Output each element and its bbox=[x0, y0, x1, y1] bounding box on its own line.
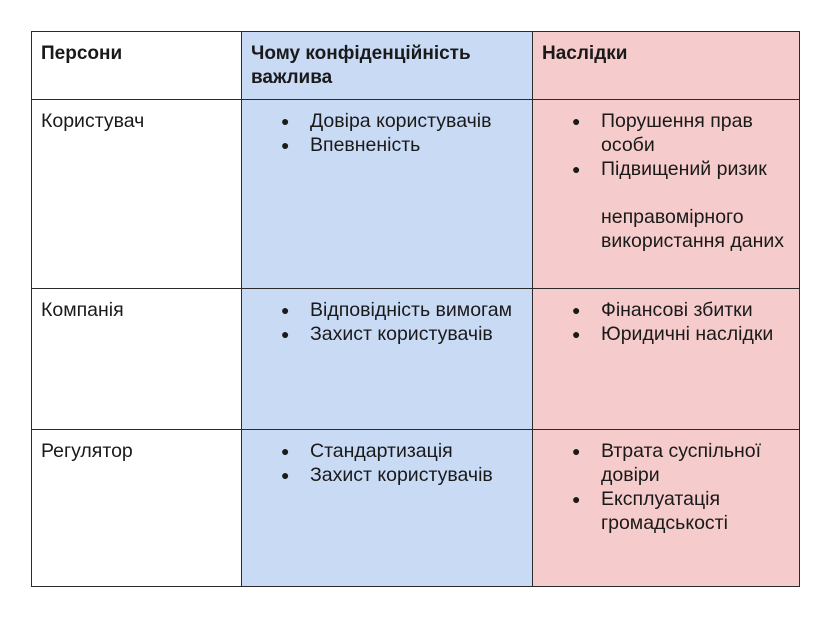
why-list bbox=[251, 109, 523, 157]
list-item: ● Захист користувачів bbox=[251, 322, 523, 346]
list-item: ● Впевненість bbox=[251, 133, 523, 157]
why-cell bbox=[242, 430, 533, 587]
consequences-cell bbox=[533, 289, 800, 430]
consequences-list bbox=[542, 298, 790, 346]
consequences-list bbox=[542, 109, 790, 253]
table-row bbox=[32, 289, 800, 430]
list-item: ● Відповідність вимогам bbox=[251, 298, 523, 322]
why-list bbox=[251, 439, 523, 487]
list-item: ● Фінансові збитки bbox=[542, 298, 790, 322]
privacy-table bbox=[31, 31, 800, 587]
list-item: ● Порушення прав особи bbox=[542, 109, 790, 157]
list-item: ● Довіра користувачів bbox=[251, 109, 523, 133]
header-personas: Персони bbox=[32, 32, 242, 100]
header-why-privacy-matters: Чому конфіденційність важлива bbox=[242, 32, 533, 100]
header-consequences: Наслідки bbox=[533, 32, 800, 100]
consequences-cell bbox=[533, 430, 800, 587]
persona-cell: Компанія bbox=[32, 289, 242, 430]
table-row bbox=[32, 430, 800, 587]
list-item: ● Захист користувачів bbox=[251, 463, 523, 487]
list-item: ● Юридичні наслідки bbox=[542, 322, 790, 346]
why-cell bbox=[242, 100, 533, 289]
consequences-list bbox=[542, 439, 790, 535]
persona-cell: Регулятор bbox=[32, 430, 242, 587]
consequences-cell bbox=[533, 100, 800, 289]
list-item: ● Підвищений ризик неправомірного використання даних bbox=[542, 157, 790, 253]
list-item: ● Втрата суспільної довіри bbox=[542, 439, 790, 487]
table-header-row bbox=[32, 32, 800, 100]
list-item: ● Стандартизація bbox=[251, 439, 523, 463]
why-cell bbox=[242, 289, 533, 430]
list-item: ● Експлуатація громадськості bbox=[542, 487, 790, 535]
why-list bbox=[251, 298, 523, 346]
persona-cell: Користувач bbox=[32, 100, 242, 289]
table-row bbox=[32, 100, 800, 289]
